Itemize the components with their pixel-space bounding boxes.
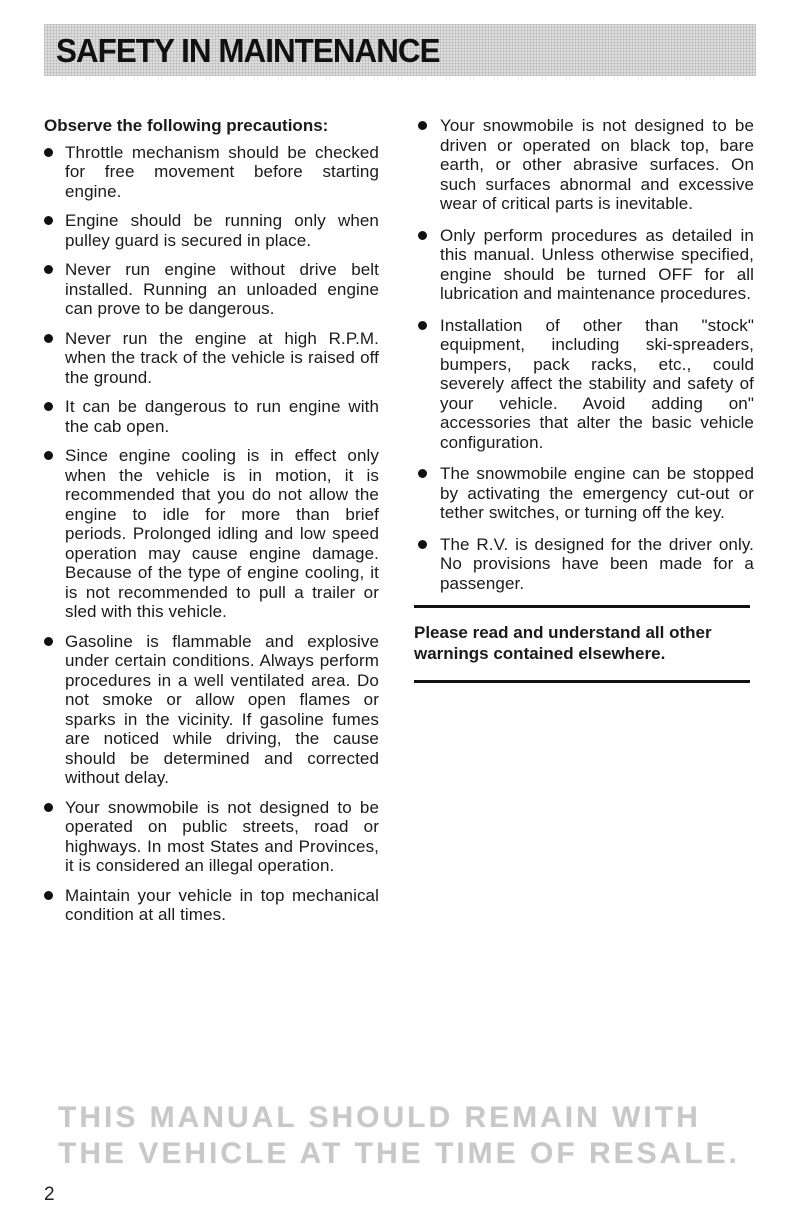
left-column (44, 116, 379, 935)
list-item: The snowmobile engine can be stopped by activating the emergency cut-out or tether switches, or turning off the key. (414, 464, 754, 523)
resale-notice: THIS MANUAL SHOULD REMAIN WITH THE VEHICLE AT THE TIME OF RESALE. (58, 1101, 741, 1170)
right-precautions-list (414, 116, 754, 593)
precautions-heading: Observe the following precautions: (44, 116, 329, 135)
list-item: Engine should be running only when pulley guard is secured in place. (44, 211, 379, 250)
list-item: It can be dangerous to run engine with the cab open. (44, 397, 379, 436)
list-item: Your snowmobile is not designed to be operated on public streets, road or highways. In most States and Provinces, it is considered an illegal operation. (44, 798, 379, 876)
list-item: Maintain your vehicle in top mechanical condition at all times. (44, 886, 379, 925)
page-title: SAFETY IN MAINTENANCE (56, 32, 440, 69)
right-column (414, 116, 754, 683)
list-item: The R.V. is designed for the driver only. No provisions have been made for a passenger. (414, 535, 754, 594)
list-item: Only perform procedures as detailed in this manual. Unless otherwise specified, engine should be turned OFF for all lubrication and maintenance procedures. (414, 226, 754, 304)
divider-bottom (414, 680, 750, 683)
title-banner (44, 24, 756, 76)
list-item: Never run engine without drive belt installed. Running an unloaded engine can prove to be dangerous. (44, 260, 379, 319)
divider-top (414, 605, 750, 608)
list-item: Installation of other than "stock" equipment, including ski-spreaders, bumpers, pack racks, etc., could severely affect the stability and safety of your vehicle. Avoid adding on" accessories that alter the basic vehicle configuration. (414, 316, 754, 453)
page-number: 2 (44, 1184, 55, 1205)
list-item: Throttle mechanism should be checked for free movement before starting engine. (44, 143, 379, 202)
list-item: Never run the engine at high R.P.M. when the track of the vehicle is raised off the ground. (44, 329, 379, 388)
list-item: Gasoline is flammable and explosive under certain conditions. Always perform procedures in a well ventilated area. Do not smoke or allow open flames or sparks in the vicinity. If gasoline fumes are noticed while driving, the cause should be determined and corrected without delay. (44, 632, 379, 788)
left-precautions-list (44, 143, 379, 925)
list-item: Since engine cooling is in effect only when the vehicle is in motion, it is recommended that you do not allow the engine to idle for more than brief periods. Prolonged idling and low speed operation may cause engine damage. Because of the type of engine cooling, it is not recommended to pull a trailer or sled with this vehicle. (44, 446, 379, 622)
list-item: Your snowmobile is not designed to be driven or operated on black top, bare earth, or other abrasive surfaces. On such surfaces abnormal and excessive wear of critical parts is inevitable. (414, 116, 754, 214)
warnings-notice: Please read and understand all other warnings contained elsewhere. (414, 623, 712, 663)
